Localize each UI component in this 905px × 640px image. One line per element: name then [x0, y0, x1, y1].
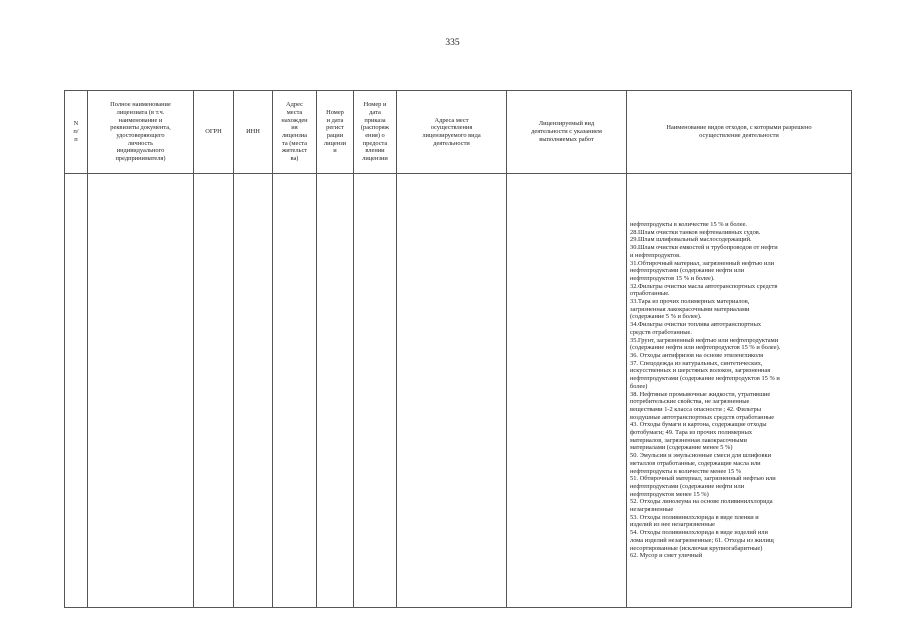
waste-line: 32.Фильтры очистки масла автотранспортных средств [630, 282, 778, 290]
cell-activity-address [397, 174, 507, 608]
waste-line: 31.Обтирочный материал, загрязненный нефтью или [630, 259, 775, 267]
waste-line: потребительские свойства, не загрязненные [630, 398, 750, 406]
col-inn-header-text: ИНН [246, 128, 260, 136]
waste-line: материалами (содержание менее 5 %) [630, 444, 733, 452]
col-order-header-text: Номер и дата приказа (распоряж ения) о предоста влении лицензии [360, 101, 390, 163]
waste-line: 30.Шлам очистки емкостей и трубопроводов от нефти [630, 244, 778, 252]
col-address-header-text: Адрес места нахожден ия лицензиа та (места жительст ва) [281, 101, 308, 163]
cell-order [354, 174, 397, 608]
col-number-header [65, 91, 88, 174]
col-activity-type-header-text: Лицензируемый вид деятельности с указанием выполняемых работ [531, 120, 602, 143]
license-registry-table [64, 90, 852, 608]
cell-licensee-name [88, 174, 194, 608]
waste-line: лома изделий незагрязненные; 61. Отходы из жилищ [630, 536, 774, 544]
col-registration-header-text: Номер и дата регист рации лицензи и [323, 108, 347, 155]
waste-line: 37. Спецодежда из натуральных, синтетических, [630, 359, 763, 367]
col-waste-types-header [627, 91, 852, 174]
waste-line: изделий из нее незагрязненные [630, 521, 715, 529]
waste-line: загрязненная лакокрасочными материалами [630, 305, 750, 313]
waste-line: 52. Отходы линолеума на основе поливинилхлорида [630, 498, 773, 506]
waste-line: 51. Обтирочный материал, загрязненный нефтью или [630, 475, 776, 483]
waste-line: 50. Эмульсии и эмульсионные смеси для шлифовки [630, 452, 772, 460]
waste-line: нефтепродукты в количестве 15 % и более. [630, 221, 747, 229]
col-order-header [354, 91, 397, 174]
col-ogrn-header-text: ОГРН [205, 128, 222, 136]
waste-line: несортированные (исключая крупногабаритные) [630, 544, 763, 552]
col-licensee-name-header [88, 91, 194, 174]
waste-line: незагрязненные [630, 506, 674, 514]
waste-line: (содержание 5 % и более). [630, 313, 702, 321]
cell-inn [234, 174, 273, 608]
cell-registration [317, 174, 354, 608]
waste-line: 35.Грунт, загрязненный нефтью или нефтепродуктами [630, 336, 779, 344]
col-activity-address-header-text: Адреса мест осуществления лицензируемого вида деятельности [422, 116, 481, 147]
waste-line: нефтепродуктами (содержание нефти или [630, 482, 745, 490]
col-licensee-name-header-text: Полное наименование лицензиата (в т.ч. наименование и реквизиты документа, удостоверяющего личность индивидуального предпринимателя) [110, 101, 171, 163]
col-registration-header [317, 91, 354, 174]
waste-line: 28.Шлам очистки танков нефтеналивных судов. [630, 228, 761, 236]
cell-number [65, 174, 88, 608]
waste-line: нефтепродуктами (содержание нефтепродуктов 15 % и [630, 375, 780, 383]
col-activity-type-header [507, 91, 627, 174]
page-number: 335 [445, 38, 460, 48]
waste-line: 38. Нефтяные промывочные жидкости, утратившие [630, 390, 771, 398]
cell-address [273, 174, 317, 608]
cell-ogrn [194, 174, 234, 608]
cell-activity-type [507, 174, 627, 608]
waste-line: 33.Тара из прочих полимерных материалов, [630, 298, 750, 306]
waste-line: фотобумаги; 49. Тара из прочих полимерных [630, 429, 753, 437]
waste-line: средств отработанные. [630, 328, 692, 336]
table-row [65, 174, 852, 608]
col-number-header-text: N п/ п [73, 120, 79, 143]
waste-line: нефтепродукты в количестве менее 15 % [630, 467, 742, 475]
waste-line: 34.Фильтры очистки топлива автотранспортных [630, 321, 762, 329]
col-activity-address-header [397, 91, 507, 174]
waste-line: веществами 1-2 класса опасности ; 42. Фильтры [630, 405, 761, 413]
waste-line: 53. Отходы поливинилхлорида в виде пленки и [630, 513, 759, 521]
waste-line: и нефтепродуктов. [630, 251, 681, 259]
waste-line: нефтепродуктов менее 15 %) [630, 490, 709, 498]
waste-line: отработанные. [630, 290, 670, 298]
waste-line: 43. Отходы бумаги и картона, содержащие отходы [630, 421, 767, 429]
waste-line: искусственных и шерстяных волокон, загрязненная [630, 367, 771, 375]
waste-line: более) [630, 382, 648, 390]
waste-line: нефтепродуктов 15 % и более). [630, 274, 715, 282]
waste-line: материалов, загрязненная лакокрасочными [630, 436, 747, 444]
waste-line: (содержание нефти или нефтепродуктов 15 % и более). [630, 344, 781, 352]
waste-line: нефтепродуктами (содержание нефти или [630, 267, 745, 275]
col-ogrn-header [194, 91, 234, 174]
waste-line: 54. Отходы поливинилхлорида в виде изделий или [630, 529, 768, 537]
waste-line: металлов отработанные, содержащие масла или [630, 459, 761, 467]
waste-line: 62. Мусор и смет уличный [630, 552, 703, 560]
waste-line: воздушные автотранспортных средств отработанные [630, 413, 775, 421]
waste-line: 29.Шлам шлифовальный маслосодержащий. [630, 236, 752, 244]
cell-waste-types [627, 174, 852, 608]
waste-types-list [630, 221, 849, 560]
waste-line: 36. Отходы антифризов на основе этиленгликоля [630, 351, 764, 359]
col-inn-header [234, 91, 273, 174]
col-waste-types-header-text: Наименование видов отходов, с которыми разрешено осуществление деятельности [666, 124, 812, 139]
col-address-header [273, 91, 317, 174]
header-row [65, 91, 852, 174]
